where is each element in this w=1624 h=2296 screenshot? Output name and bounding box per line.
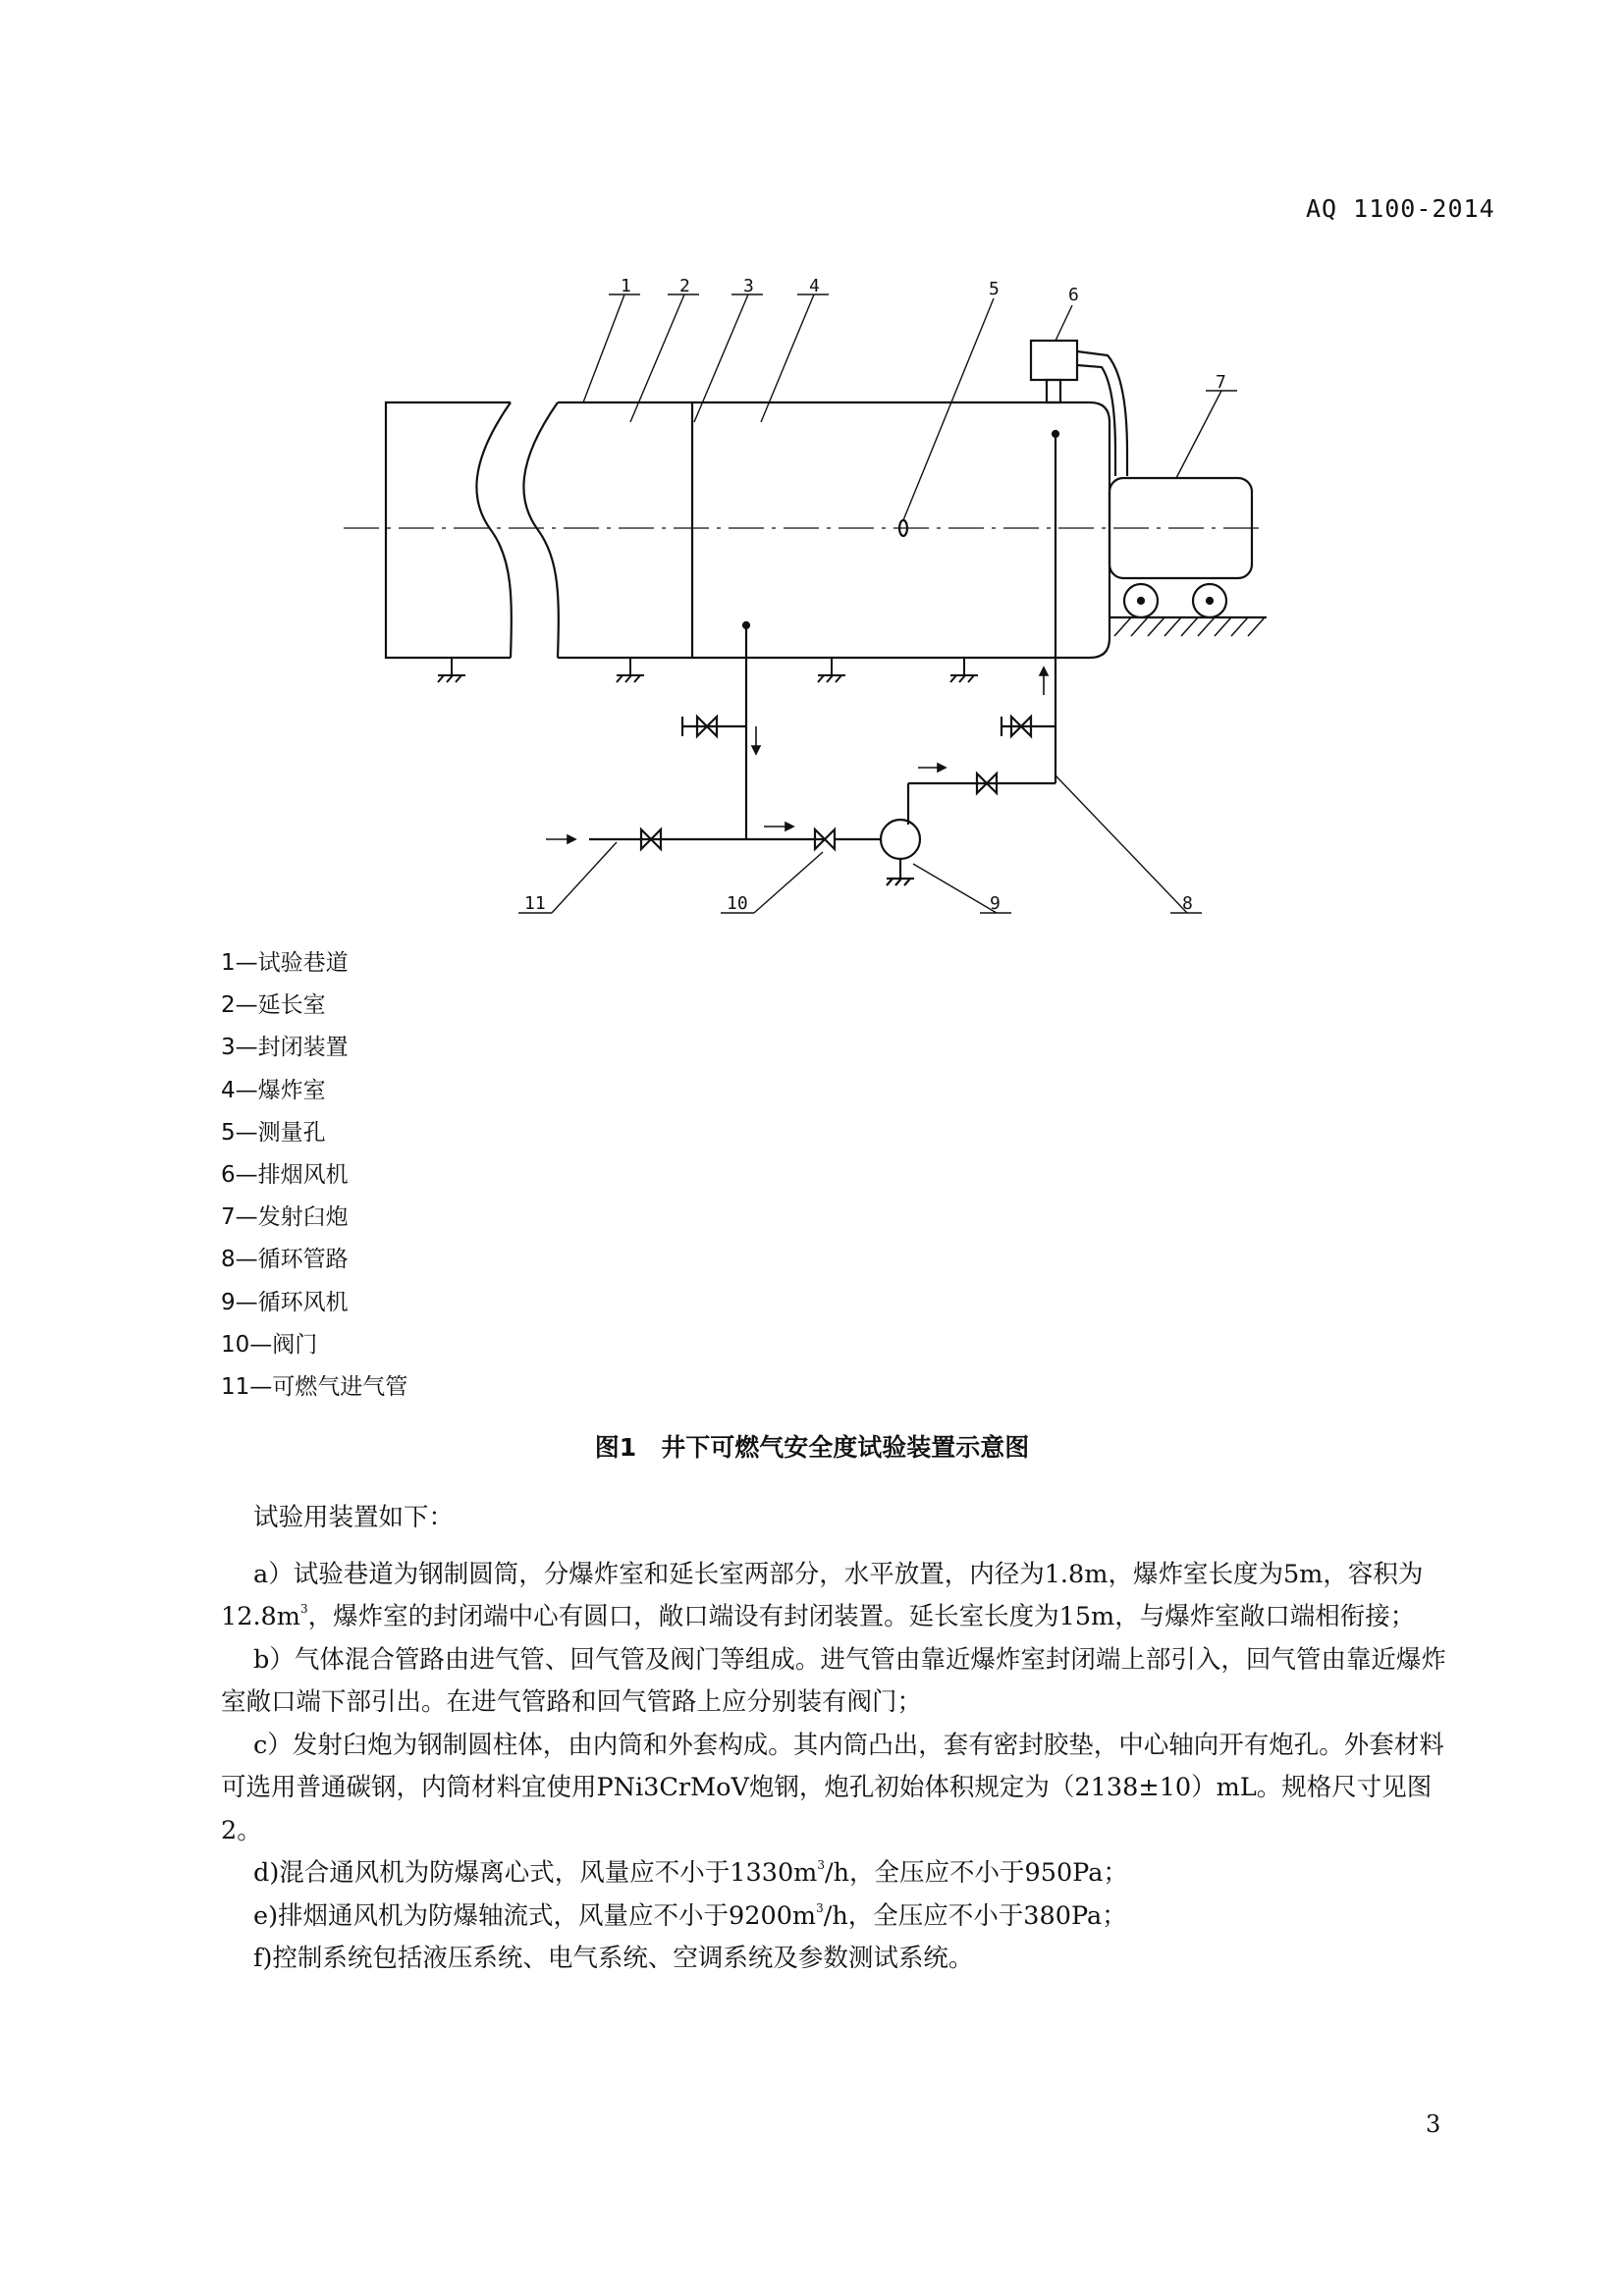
callout-5: 5: [989, 279, 1000, 299]
legend-item: 2—延长室: [221, 992, 326, 1019]
legend-item: 8—循环管路: [221, 1247, 349, 1273]
figure-legend: [221, 942, 407, 1409]
legend-item: 5—测量孔: [221, 1119, 326, 1146]
legend-item: 6—排烟风机: [221, 1161, 349, 1188]
flow-arrows: [546, 667, 1048, 843]
standard-code: AQ 1100-2014: [1306, 194, 1495, 223]
leader-lines: [518, 294, 1237, 913]
legend-item: 4—爆炸室: [221, 1077, 326, 1103]
legend-item: 3—封闭装置: [221, 1035, 349, 1061]
callout-2: 2: [679, 276, 690, 296]
callout-4: 4: [809, 276, 820, 296]
tunnel-supports: [438, 658, 978, 682]
legend-item: 10—阀门: [221, 1331, 318, 1358]
page-number: 3: [1426, 2110, 1441, 2138]
callout-labels: [524, 276, 1226, 914]
test-apparatus-diagram: [324, 265, 1306, 933]
circulation-fan: [835, 820, 920, 885]
callout-9: 9: [990, 893, 1001, 914]
item-d: d)混合通风机为防爆离心式，风量应不小于$1330m^3/h$，全压应不小于950Pa；: [253, 1858, 1128, 1888]
legend-item: 7—发射臼炮: [221, 1204, 349, 1231]
mortar: [1110, 478, 1267, 636]
callout-10: 10: [727, 893, 748, 914]
circulation-pipe: [908, 431, 1058, 825]
item-f: f)控制系统包括液压系统、电气系统、空调系统及参数测试系统。: [253, 1944, 974, 1973]
legend-item: 9—循环风机: [221, 1289, 349, 1315]
callout-3: 3: [743, 276, 754, 296]
item-b: b）气体混合管路由进气管、回气管及阀门等组成。进气管由靠近爆炸室封闭端上部引入，回气管由靠近爆炸室敞口端下部引出。在进气管路和回气管路上应分别装有阀门；: [221, 1644, 1446, 1717]
legend-item: 1—试验巷道: [221, 950, 349, 976]
figure-caption: 图1 井下可燃气安全度试验装置示意图: [594, 1433, 1030, 1462]
inlet-pipe: [589, 622, 825, 839]
legend-item: 11—可燃气进气管: [221, 1373, 408, 1400]
body-text: [221, 1497, 1468, 1981]
callout-7: 7: [1216, 372, 1226, 393]
item-a: a）试验巷道为钢制圆筒，分爆炸室和延长室两部分，水平放置，内径为1.8m，爆炸室长度为5m，容积为$12.8m^3$，爆炸室的封闭端中心有圆口，敞口端设有封闭装置。延长室长度为15m，与爆炸室敞口端相衔接；: [221, 1559, 1424, 1631]
item-e: e)排烟通风机为防爆轴流式，风量应不小于$9200m^3/h$，全压应不小于380Pa；: [253, 1900, 1127, 1931]
callout-8: 8: [1182, 893, 1193, 914]
exhaust-fan: [1031, 341, 1127, 476]
intro-paragraph: 试验用装置如下：: [253, 1503, 455, 1532]
callout-1: 1: [621, 276, 631, 296]
item-c: c）发射臼炮为钢制圆柱体，由内筒和外套构成。其内筒凸出，套有密封胶垫，中心轴向开有炮孔。外套材料可选用普通碳钢，内筒材料宜使用PNi3CrMoV炮钢，炮孔初始体积规定为（2138±10）mL。规格尺寸见图2。: [221, 1730, 1444, 1845]
test-tunnel: [386, 402, 1110, 658]
callout-6: 6: [1068, 285, 1079, 305]
callout-11: 11: [524, 893, 546, 914]
